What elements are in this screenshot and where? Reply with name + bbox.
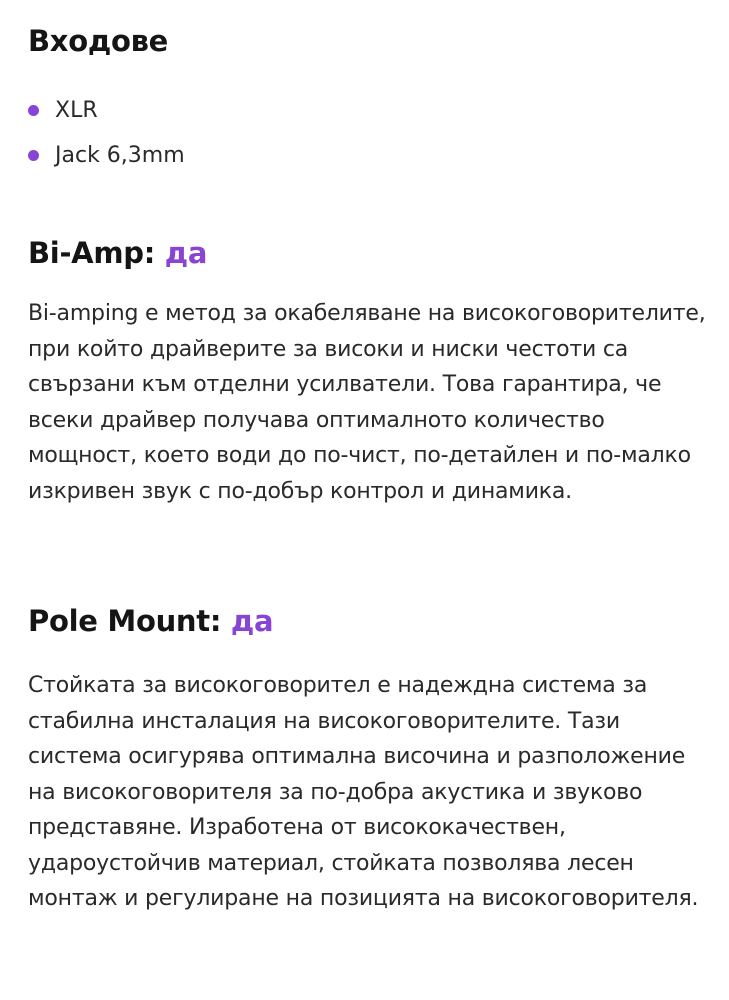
bullet-dot-icon [28, 105, 39, 116]
list-item [28, 88, 185, 133]
biamp-heading [28, 236, 207, 270]
biamp-heading-value: да [164, 236, 208, 270]
pole-mount-heading-value: да [230, 604, 274, 638]
pole-mount-description: Стойката за високоговорител е надеждна система за стабилна инсталация на високоговорителите. Тази система осигурява оптимална височина и разположение на високоговорителя за по-добра акустика и звуково представяне. Изработена от висококачествен, удароустойчив материал, стойката позволява лесен монтаж и регулиране на позицията на високоговорителя. [28, 673, 699, 911]
bullet-dot-icon [28, 150, 39, 161]
input-type-label: Jack 6,3mm [55, 143, 185, 168]
pole-mount-heading [28, 604, 273, 638]
biamp-heading-label: Bi-Amp: [28, 236, 155, 270]
pole-mount-heading-label: Pole Mount: [28, 604, 222, 638]
inputs-heading: Входове [28, 24, 168, 58]
biamp-description: Bi-amping е метод за окабеляване на високоговорителите, при който драйверите за високи и ниски честоти са свързани към отделни усилватели. Това гарантира, че всеки драйвер получава оптималното количество мощност, което води до по-чист, по-детайлен и по-малко изкривен звук с по-добър контрол и динамика. [28, 301, 706, 504]
list-item [28, 133, 185, 178]
input-type-label: XLR [55, 98, 98, 123]
inputs-list [28, 88, 185, 178]
